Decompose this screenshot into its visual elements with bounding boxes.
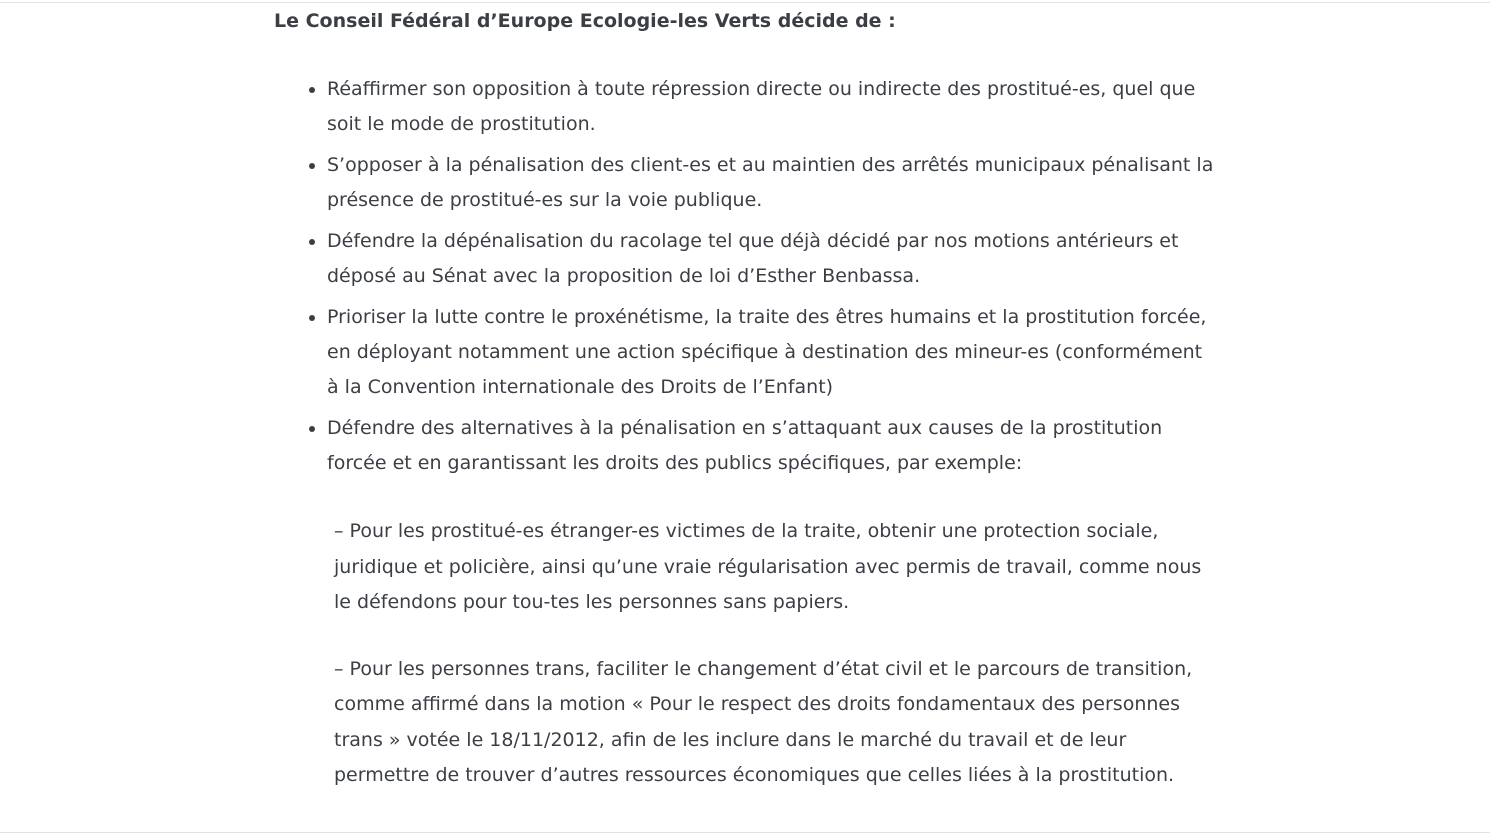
top-divider	[0, 2, 1490, 3]
article-content	[274, 6, 1214, 825]
example-paragraph: – Pour les prostitué-es étranger-es victimes de la traite, obtenir une protection sociale, juridique et policière, ainsi qu’une vraie régularisation avec permis de travail, comme nous le défendons pour tou-tes les personnes sans papiers.	[334, 520, 1202, 613]
decision-list	[274, 72, 1214, 481]
bottom-divider	[0, 832, 1490, 833]
list-item: • Prioriser la lutte contre le proxénétisme, la traite des êtres humains et la prostitution forcée, en déployant notamment une action spécifique à destination des mineur-es (conformément à la Convention internationale des Droits de l’Enfant)	[327, 300, 1214, 405]
list-item: • S’opposer à la pénalisation des client-es et au maintien des arrêtés municipaux pénalisant la présence de prostitué-es sur la voie publique.	[327, 148, 1214, 218]
example-paragraph: – Pour les personnes trans, faciliter le changement d’état civil et le parcours de transition, comme affirmé dans la motion « Pour le respect des droits fondamentaux des personnes trans » votée le 18/11/2012, afin de les inclure dans le marché du travail et de leur permettre de trouver d’autres ressources économiques que celles liées à la prostitution.	[334, 657, 1193, 786]
decision-heading: Le Conseil Fédéral d’Europe Ecologie-les Verts décide de :	[274, 10, 896, 32]
list-item: • Défendre des alternatives à la pénalisation en s’attaquant aux causes de la prostitution forcée et en garantissant les droits des publics spécifiques, par exemple:	[327, 411, 1214, 481]
example-block	[334, 514, 1214, 794]
list-item: • Défendre la dépénalisation du racolage tel que déjà décidé par nos motions antérieurs et déposé au Sénat avec la proposition de loi d’Esther Benbassa.	[327, 224, 1214, 294]
list-item: • Réaffirmer son opposition à toute répression directe ou indirecte des prostitué-es, quel que soit le mode de prostitution.	[327, 72, 1214, 142]
